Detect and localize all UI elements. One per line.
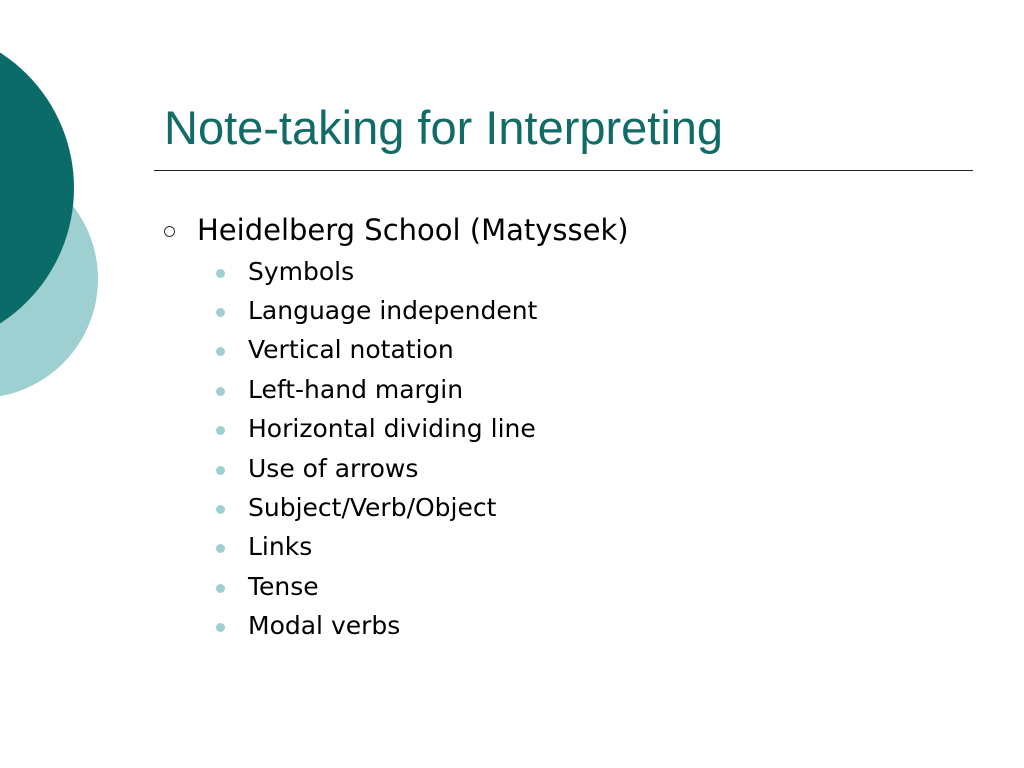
filled-dot-bullet-icon [216, 426, 225, 435]
filled-dot-bullet-icon [216, 269, 225, 278]
sub-item-text: Links [248, 532, 313, 562]
sub-item-text: Use of arrows [248, 453, 419, 483]
sub-list-item [216, 370, 537, 409]
sub-item-text: Language independent [248, 296, 538, 326]
sub-item-text: Tense [248, 571, 319, 601]
sub-list-item [216, 252, 537, 291]
filled-dot-bullet-icon [216, 544, 225, 553]
sub-list-item [216, 331, 537, 370]
sub-list-item [216, 528, 537, 567]
filled-dot-bullet-icon [216, 387, 225, 396]
filled-dot-bullet-icon [216, 584, 225, 593]
slide-title: Note-taking for Interpreting [164, 101, 724, 154]
sub-item-text: Symbols [248, 256, 355, 286]
title-divider [154, 170, 973, 171]
filled-dot-bullet-icon [216, 347, 225, 356]
filled-dot-bullet-icon [216, 308, 225, 317]
level1-list-item [164, 210, 629, 250]
sub-item-text: Left-hand margin [248, 374, 464, 404]
filled-dot-bullet-icon [216, 623, 225, 632]
hollow-circle-bullet-icon [164, 226, 175, 237]
sub-list-item [216, 410, 537, 449]
sub-list-item [216, 488, 537, 527]
sub-item-text: Horizontal dividing line [248, 414, 536, 444]
sub-list-item [216, 607, 537, 646]
level1-text: Heidelberg School (Matyssek) [197, 213, 629, 247]
filled-dot-bullet-icon [216, 466, 225, 475]
sub-list-item [216, 291, 537, 330]
filled-dot-bullet-icon [216, 505, 225, 514]
sub-item-text: Subject/Verb/Object [248, 493, 497, 523]
sub-item-text: Modal verbs [248, 611, 401, 641]
sub-item-text: Vertical notation [248, 335, 454, 365]
sub-list-item [216, 567, 537, 606]
sub-list-item [216, 449, 537, 488]
sub-bullet-list [216, 252, 537, 646]
